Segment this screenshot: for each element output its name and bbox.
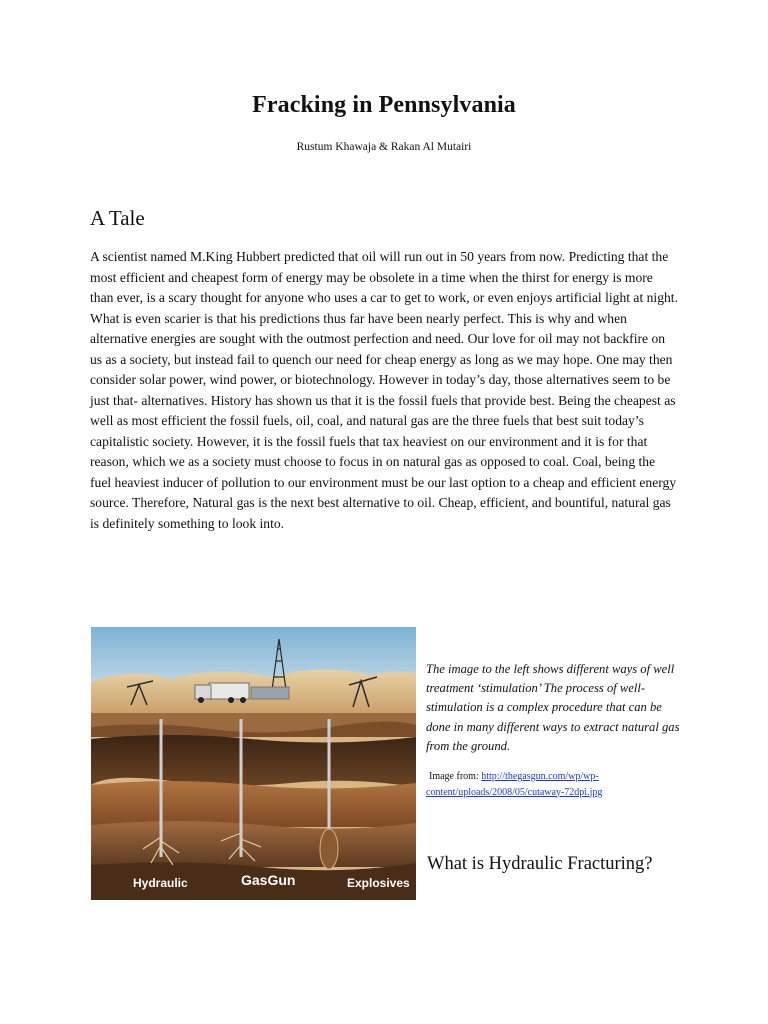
tale-paragraph: A scientist named M.King Hubbert predicted that oil will run out in 50 years from now. Predicting that the most efficient and cheapest form of energy may be obsolete in a time when the thirst for energy is more than ever, is a scary thought for anyone who uses a car to get to work, or even enjoys artificial light at night. What is even scarier is that his predictions thus far have been nearly perfect. This is why and when alternative energies are sought with the outmost perfection and need. Our love for oil may not backfire on us as a society, but instead fail to quench our need for cheap energy as long as we may hope. One may then consider solar power, wind power, or biotechnology. However in today’s day, those alternatives seem to be just that- alternatives. History has shown us that it is the fossil fuels that provide best. Being the cheapest as well as most efficient the fossil fuels, oil, coal, and natural gas are the three fuels that best suit today’s capitalistic society. However, it is the fossil fuels that tax heaviest on our environment and it is for that reason, which we as a society must choose to focus in on natural gas as opposed to coal. Coal, being the fuel heaviest inducer of pollution to our environment must be our last option to a cheap and efficient energy source. Therefore, Natural gas is the next best alternative to oil. Cheap, efficient, and bountiful, natural gas is definitely something to look into. [90,249,678,531]
document-title: Fracking in Pennsylvania [252,92,516,118]
image-source-link[interactable]: http://thegasgun.com/wp/wp- content/uploads/2008/05/cutaway-72dpi.jpg [426,771,603,798]
figure-label-gasgun: GasGun [241,872,296,888]
document-authors: Rustum Khawaja & Rakan Al Mutairi [296,141,472,153]
section-heading-tale: A Tale [90,206,145,230]
figure-caption: The image to the left shows different ways of well treatment ‘stimulation’ The process of well-stimulation is a complex procedure that can be done in many different ways to extract natural gas from the ground. [426,662,680,753]
fracking-cutaway-image [91,627,416,900]
section-heading-hydraulic-fracturing: What is Hydraulic Fracturing? [427,854,653,874]
image-source-label: Image from: [429,771,479,782]
figure-label-hydraulic: Hydraulic [133,876,188,890]
image-source [426,769,688,800]
figure-label-explosives: Explosives [347,876,410,890]
